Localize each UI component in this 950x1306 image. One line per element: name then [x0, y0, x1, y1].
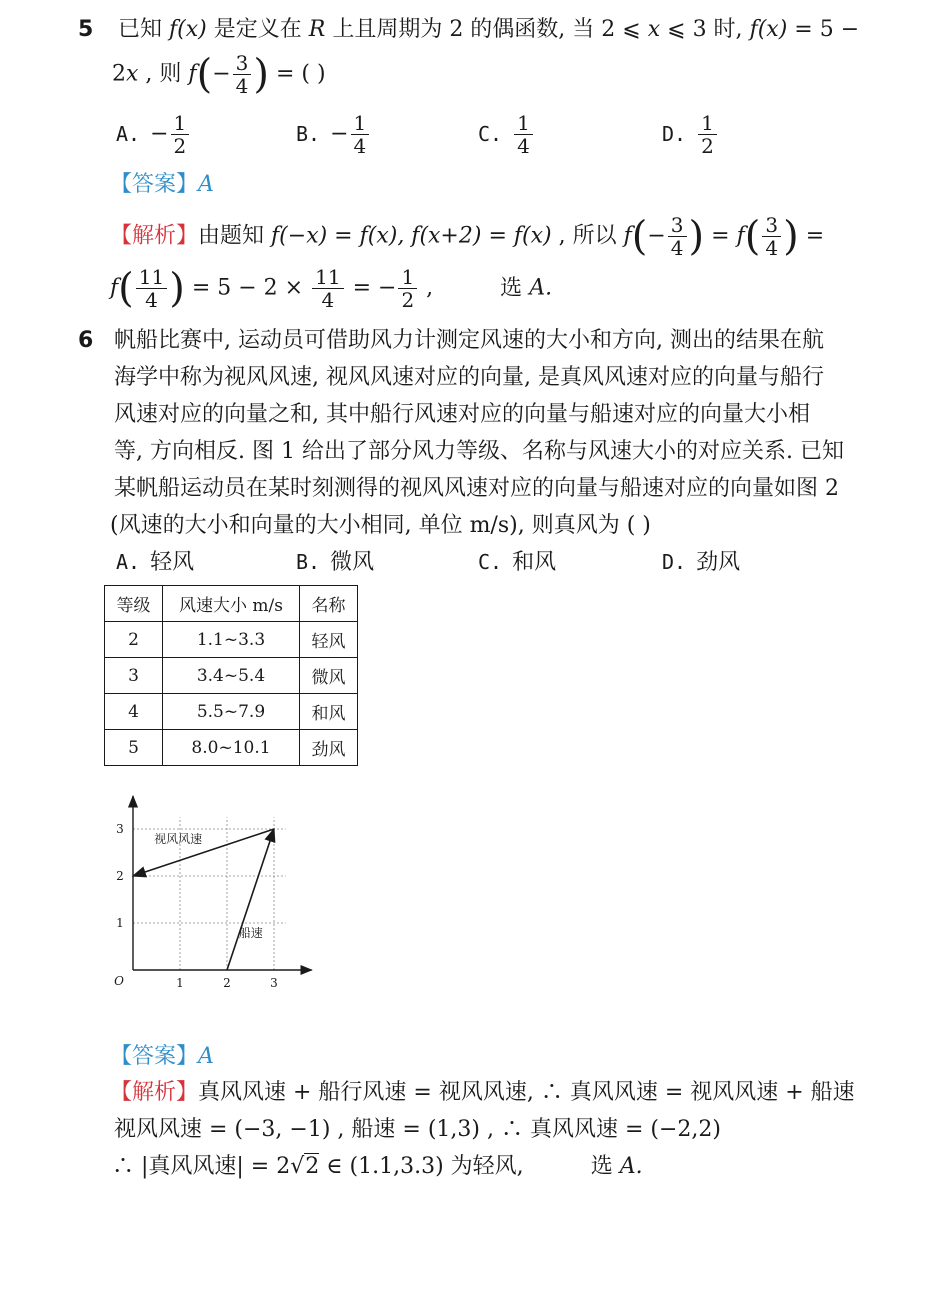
answer-value: A	[198, 172, 214, 197]
q5-stem-line1	[118, 15, 859, 45]
y-tick-label: 2	[116, 869, 124, 883]
table-cell: 微风	[300, 658, 358, 694]
q5-stem-line2: 2x , 则 f(− $\frac{3}{4}$ ) = ( )	[112, 51, 326, 98]
analysis-text: ∈ (1.1,3.3) 为轻风,	[326, 1154, 524, 1179]
analysis-text: 真风风速 + 船行风速 = 视风风速, ∴ 真风风速 = 视风风速 + 船速	[198, 1080, 855, 1105]
q5-answer	[110, 170, 214, 200]
q5-stem-text: 已知	[118, 17, 163, 42]
x-tick-label: 1	[176, 976, 184, 990]
q6-analysis-line2: 视风风速 = (−3, −1) , 船速 = (1,3) , ∴ 真风风速 = (−2,2)	[114, 1117, 721, 1142]
table-cell: 2	[105, 622, 163, 658]
frac-den: 4	[235, 74, 249, 98]
table-cell: 4	[105, 694, 163, 730]
table-header-row	[105, 586, 358, 622]
table-row	[105, 694, 358, 730]
table-cell: 劲风	[300, 730, 358, 766]
q5-line2-x: x	[126, 61, 139, 87]
q5-stem-text: = 5 −	[794, 17, 860, 42]
q6-option-b	[296, 545, 374, 576]
q5-line2-f: f	[188, 61, 197, 87]
option-label: B.	[296, 121, 321, 146]
table-row	[105, 622, 358, 658]
q6-stem-line: 帆船比赛中, 运动员可借助风力计测定风速的大小和方向, 测出的结果在航	[114, 328, 824, 353]
q5-line2-2: 2	[112, 61, 126, 87]
table-cell: 轻风	[300, 622, 358, 658]
analysis-choice: A.	[619, 1154, 643, 1179]
q6-analysis-line1	[110, 1078, 855, 1108]
table-cell: 3.4~5.4	[163, 658, 300, 694]
analysis-text: = 5 − 2 ×	[191, 275, 304, 301]
q5-x: x	[647, 17, 661, 42]
frac-num: 1	[398, 266, 417, 289]
answer-tag: 【答案】	[110, 1044, 199, 1069]
analysis-eq: =	[805, 223, 825, 249]
option-text: 微风	[330, 550, 375, 575]
frac-den: 4	[517, 134, 530, 158]
x-tick-label: 3	[270, 976, 278, 990]
q5-R: R	[308, 17, 326, 42]
option-text: 劲风	[696, 550, 741, 575]
table-cell: 3	[105, 658, 163, 694]
frac-den: 2	[173, 134, 187, 158]
analysis-f: f	[110, 275, 119, 301]
analysis-f: f	[623, 223, 632, 249]
analysis-choice: A.	[529, 275, 553, 301]
boat-speed-label: 船速	[238, 926, 263, 941]
q6-stem-line: 海学中称为视风风速, 视风风速对应的向量, 是真风风速对应的向量与船行	[114, 365, 824, 390]
q5-fx2: f(x)	[749, 17, 788, 42]
q5-stem-text: 上且周期为 2 的偶函数, 当 2 ⩽	[332, 17, 641, 42]
origin-label: O	[114, 974, 124, 988]
q6-stem-line: 某帆船运动员在某时刻测得的视风风速对应的向量与船速对应的向量如图 2	[114, 476, 839, 501]
q5-stem-text: ⩽ 3 时,	[667, 17, 743, 42]
table-cell: 5	[105, 730, 163, 766]
analysis-text: ∴ |真风风速| = 2	[112, 1154, 291, 1179]
analysis-choose: 选	[500, 275, 523, 301]
q5-option-d	[662, 112, 719, 157]
frac-num: 1	[171, 112, 190, 135]
frac-num: 11	[312, 266, 343, 289]
analysis-formula: f(−x) = f(x), f(x+2) = f(x)	[271, 223, 552, 249]
frac-num: 1	[351, 112, 370, 135]
table-cell: 8.0~10.1	[163, 730, 300, 766]
q5-stem-text: 是定义在	[213, 17, 302, 42]
table-row	[105, 658, 358, 694]
answer-value: A	[198, 1044, 214, 1069]
option-label: D.	[662, 121, 687, 146]
q5-line2-neg: −	[212, 61, 231, 87]
analysis-tag: 【解析】	[110, 1080, 199, 1105]
frac-den: 4	[353, 134, 367, 158]
q5-fraction	[233, 52, 252, 97]
analysis-f: f	[736, 223, 745, 249]
q5-analysis-line1: 【解析】由题知 f(−x) = f(x), f(x+2) = f(x) , 所以 f(− $\frac{3}{4}$ ) = f( $\frac{3}{4}$ ) =	[110, 213, 825, 260]
table-header-cell: 风速大小 m/s	[163, 586, 300, 622]
analysis-text: 由题知	[198, 223, 265, 249]
frac-den: 4	[670, 236, 684, 260]
table-cell: 1.1~3.3	[163, 622, 300, 658]
q6-stem-line: (风速的大小和向量的大小相同, 单位 m/s), 则真风为 ( )	[110, 513, 651, 538]
q5-option-c	[478, 112, 535, 157]
q5-fx: f(x)	[169, 17, 207, 42]
question-number-5: 5	[78, 17, 94, 42]
q5-line2-eq: = ( )	[275, 61, 326, 87]
frac-den: 4	[765, 236, 779, 260]
q6-stem-line: 等, 方向相反. 图 1 给出了部分风力等级、名称与风速大小的对应关系. 已知	[114, 439, 844, 464]
analysis-text: = −	[352, 275, 397, 301]
analysis-text: ,	[426, 275, 434, 301]
frac-den: 2	[401, 288, 415, 312]
frac-den: 4	[145, 288, 158, 312]
y-tick-label: 3	[116, 822, 124, 836]
frac-den: 4	[321, 288, 335, 312]
q6-option-a	[116, 545, 194, 576]
option-label: D.	[662, 550, 687, 574]
frac-num: 3	[668, 214, 687, 237]
option-text: 和风	[512, 550, 557, 575]
vector-figure	[100, 780, 340, 995]
option-sign: −	[330, 121, 349, 147]
q5-option-a	[116, 112, 191, 157]
analysis-tag: 【解析】	[110, 223, 199, 249]
q6-option-d	[662, 545, 740, 576]
frac-num: 3	[762, 214, 781, 237]
option-label: A.	[116, 550, 141, 574]
sqrt-radicand: 2	[305, 1154, 320, 1179]
wind-level-table	[104, 585, 358, 766]
frac-den: 2	[701, 134, 714, 158]
q5-line2-then: , 则	[145, 61, 182, 87]
y-tick-label: 1	[116, 916, 124, 930]
q6-answer	[110, 1042, 214, 1072]
analysis-choose: 选	[590, 1154, 613, 1179]
table-cell: 5.5~7.9	[163, 694, 300, 730]
option-label: C.	[478, 550, 503, 574]
option-text: 轻风	[150, 550, 195, 575]
q5-option-b	[296, 112, 371, 157]
boat-speed-vector	[227, 829, 274, 970]
table-row	[105, 730, 358, 766]
analysis-eq: =	[711, 223, 730, 249]
frac-num: 3	[233, 52, 252, 75]
analysis-text: , 所以	[558, 223, 617, 249]
option-label: B.	[296, 550, 321, 574]
option-label: A.	[116, 121, 141, 146]
q6-analysis-line3: ∴ |真风风速| = 2√2 ∈ (1.1,3.3) 为轻风, 选 A.	[112, 1154, 643, 1179]
frac-num: 11	[136, 266, 167, 289]
table-header-cell: 等级	[105, 586, 163, 622]
q6-option-c	[478, 545, 556, 576]
question-number-6: 6	[78, 328, 94, 353]
apparent-wind-label: 视风风速	[154, 832, 203, 847]
answer-tag: 【答案】	[110, 172, 199, 197]
q5-analysis-line2: f( $\frac{11}{4}$ ) = 5 − 2 × $\frac{11}{4}$ = − $\frac{1}{2}$ , 选 A.	[110, 265, 553, 312]
frac-num: 1	[698, 112, 717, 135]
option-sign: −	[150, 121, 169, 147]
table-header-cell: 名称	[300, 586, 358, 622]
x-tick-label: 2	[223, 976, 231, 990]
table-cell: 和风	[300, 694, 358, 730]
option-label: C.	[478, 121, 503, 146]
analysis-neg: −	[647, 223, 666, 249]
q6-stem-line: 风速对应的向量之和, 其中船行风速对应的向量与船速对应的向量大小相	[114, 402, 810, 427]
frac-num: 1	[514, 112, 533, 135]
